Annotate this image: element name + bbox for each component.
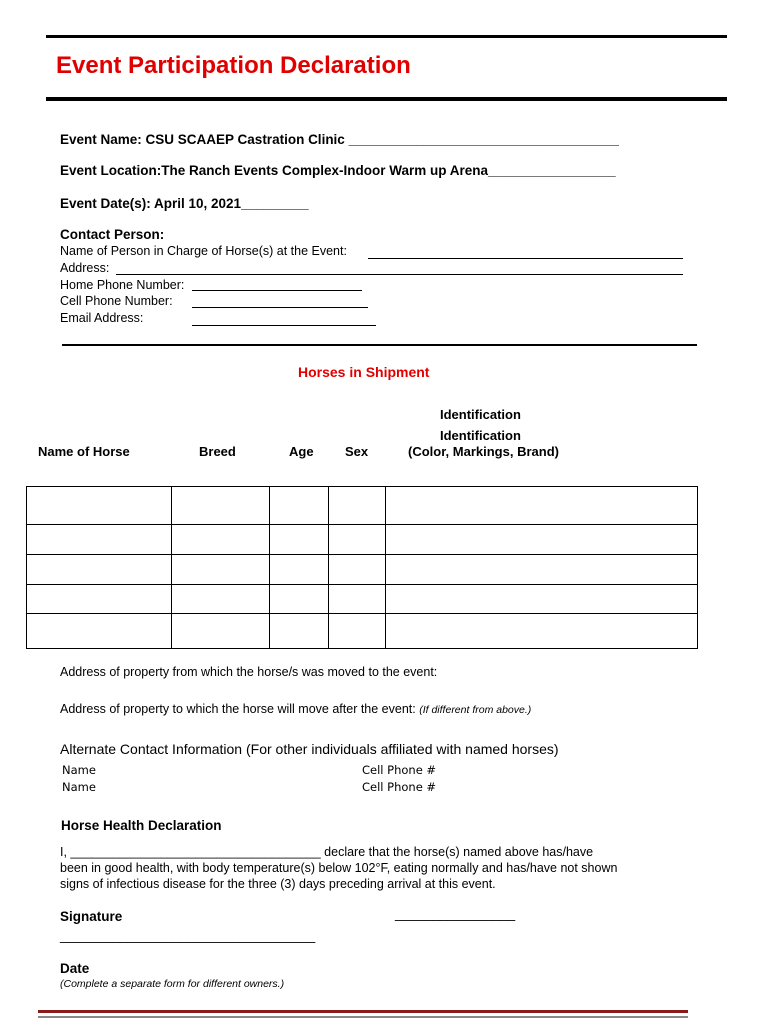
address-label: Address:: [60, 261, 110, 275]
event-name: Event Name: CSU SCAAEP Castration Clinic ____________________________________: [60, 132, 619, 147]
table-line: [26, 554, 698, 555]
top-rule: [46, 35, 727, 38]
cell-phone-field[interactable]: [192, 307, 368, 308]
col-identification-1: Identification: [440, 407, 521, 422]
alternate-heading: Alternate Contact Information (For other individuals affiliated with named horses): [60, 741, 559, 757]
title-underline: [46, 97, 727, 101]
page-title: Event Participation Declaration: [56, 52, 411, 79]
table-line: [269, 486, 270, 649]
col-identification-3: (Color, Markings, Brand): [408, 444, 559, 459]
table-line: [26, 524, 698, 525]
col-breed: Breed: [199, 444, 236, 459]
table-line: [171, 486, 172, 649]
date-note: (Complete a separate form for different owners.): [60, 978, 285, 990]
table-line: [26, 486, 27, 649]
home-phone-field[interactable]: [192, 290, 362, 291]
col-age: Age: [289, 444, 314, 459]
alternate-cell-1: Cell Phone #: [362, 763, 437, 777]
address-to-note: (If different from above.): [419, 704, 532, 716]
person-in-charge-field[interactable]: [368, 258, 683, 259]
alternate-cell-2: Cell Phone #: [362, 780, 437, 794]
event-dates: Event Date(s): April 10, 2021_________: [60, 196, 309, 211]
footer-rule-red: [38, 1010, 688, 1013]
horses-heading: Horses in Shipment: [298, 364, 430, 380]
contact-heading: Contact Person:: [60, 227, 165, 242]
table-line: [328, 486, 329, 649]
signature-blank-below[interactable]: __________________________________: [60, 928, 316, 943]
cell-phone-label: Cell Phone Number:: [60, 294, 173, 308]
address-to-label: [60, 702, 531, 716]
health-line-3: signs of infectious disease for the three (3) days preceding arrival at this event.: [60, 877, 496, 891]
event-location: Event Location:The Ranch Events Complex-Indoor Warm up Arena_________________: [60, 163, 616, 178]
table-line: [26, 486, 698, 487]
date-label: Date: [60, 961, 90, 976]
table-line: [385, 486, 386, 649]
table-line: [697, 486, 698, 649]
footer-rule-gray: [38, 1016, 688, 1018]
col-sex: Sex: [345, 444, 369, 459]
health-heading: Horse Health Declaration: [61, 818, 222, 833]
health-line-1: I, ____________________________________ declare that the horse(s) named above has/have: [60, 845, 594, 859]
col-name-of-horse: Name of Horse: [38, 444, 130, 459]
signature-blank-right[interactable]: ________________: [395, 906, 516, 921]
address-to-text: Address of property to which the horse will move after the event:: [60, 702, 416, 716]
section-divider: [62, 344, 697, 346]
table-line: [26, 648, 698, 649]
table-line: [26, 584, 698, 585]
person-in-charge-label: Name of Person in Charge of Horse(s) at the Event:: [60, 244, 347, 258]
alternate-name-2: Name: [62, 780, 96, 794]
home-phone-label: Home Phone Number:: [60, 278, 185, 292]
email-field[interactable]: [192, 325, 376, 326]
address-from-label: Address of property from which the horse/s was moved to the event:: [60, 665, 438, 679]
alternate-name-1: Name: [62, 763, 96, 777]
col-identification-2: Identification: [440, 428, 521, 443]
table-line: [26, 613, 698, 614]
signature-label: Signature: [60, 909, 123, 924]
email-label: Email Address:: [60, 311, 144, 325]
address-field[interactable]: [116, 274, 683, 275]
health-line-2: been in good health, with body temperature(s) below 102°F, eating normally and has/have not shown: [60, 861, 618, 875]
